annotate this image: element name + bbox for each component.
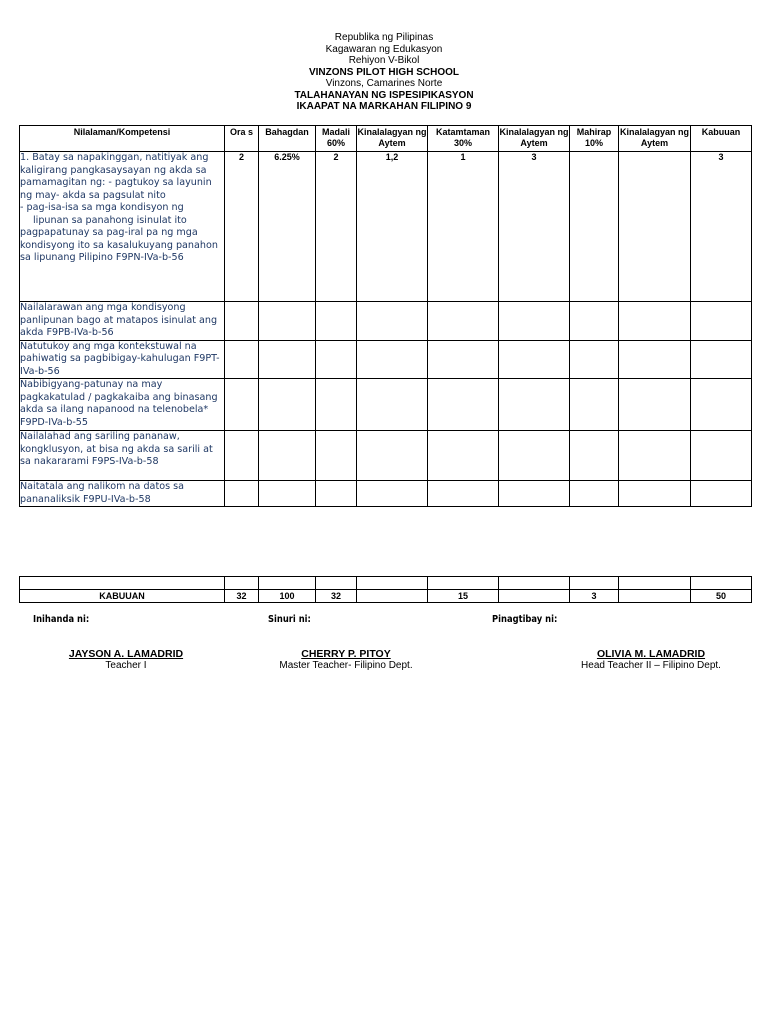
school-name: VINZONS PILOT HIGH SCHOOL — [308, 66, 459, 78]
katamtaman-cell: 1 — [428, 152, 499, 302]
totals-kinalalagyan-3 — [619, 590, 691, 603]
bahagdan-cell: 6.25% — [259, 152, 316, 302]
competency-cell: Nailalarawan ang mga kondisyong panlipunan bago at matapos isinulat ang akda F9PB-IVa-b-56 — [20, 302, 225, 341]
totals-katamtaman: 15 — [428, 590, 499, 603]
kabuuan-cell: 3 — [691, 152, 752, 302]
signatory-role: Head Teacher II – Filipino Dept. — [581, 660, 721, 671]
totals-mahirap: 3 — [570, 590, 619, 603]
totals-kabuuan: 50 — [691, 590, 752, 603]
header-madali: Madali 60% — [316, 126, 357, 152]
signatory-preparer — [16, 648, 236, 672]
signatory-name: CHERRY P. PITOY — [301, 648, 391, 660]
header-mahirap: Mahirap 10% — [570, 126, 619, 152]
totals-madali: 32 — [316, 590, 357, 603]
header-kinalalagyan-1: Kinalalagyan ng Aytem — [357, 126, 428, 152]
competency-text: lipunan sa panahong isinulat ito — [33, 214, 187, 226]
totals-oras: 32 — [225, 590, 259, 603]
oras-cell: 2 — [225, 152, 259, 302]
region-line: Rehiyon V-Bikol — [348, 55, 420, 66]
table-row — [20, 340, 752, 379]
kinalalagyan-3-cell — [619, 152, 691, 302]
document-header — [0, 32, 768, 113]
prepared-by-label: Inihanda ni: — [33, 614, 90, 625]
competency-cell — [20, 152, 225, 302]
signatory-role: Master Teacher- Filipino Dept. — [279, 660, 413, 671]
competency-cell: Naitatala ang nalikom na datos sa pananaliksik F9PU-IVa-b-58 — [20, 481, 225, 507]
table-header-row — [20, 126, 752, 152]
totals-table — [19, 576, 752, 603]
header-katamtaman: Katamtaman 30% — [428, 126, 499, 152]
approved-by-label: Pinagtibay ni: — [492, 614, 558, 625]
table-row — [20, 379, 752, 431]
signatory-role: Teacher I — [105, 660, 147, 671]
blank-row — [20, 577, 752, 590]
totals-kinalalagyan-1 — [357, 590, 428, 603]
header-kinalalagyan-2: Kinalalagyan ng Aytem — [499, 126, 570, 152]
department-line: Kagawaran ng Edukasyon — [325, 43, 443, 55]
table-row — [20, 481, 752, 507]
totals-label: KABUUAN — [20, 590, 225, 603]
document-title: TALAHANAYAN NG ISPESIPIKASYON — [294, 89, 474, 101]
competency-cell: Nabibigyang-patunay na may pagkakatulad / pagkakaiba ang binasang akda sa ilang napanood na telenobela* F9PD-IVa-b-55 — [20, 379, 225, 431]
competency-text: pagpapatunay sa pag-iral pa ng mga kondisyong ito sa kasalukuyang panahon sa lipunang Pilipino F9PN-IVa-b-56 — [20, 227, 218, 263]
signatory-checker — [236, 648, 456, 672]
specification-table — [19, 125, 752, 507]
header-kabuuan: Kabuuan — [691, 126, 752, 152]
totals-bahagdan: 100 — [259, 590, 316, 603]
table-row — [20, 302, 752, 341]
header-oras: Ora s — [225, 126, 259, 152]
table-row — [20, 431, 752, 481]
signatory-approver — [541, 648, 761, 672]
totals-row — [20, 590, 752, 603]
competency-text: 1. Batay sa napakinggan, natitiyak ang kaligirang pangkasaysayan ng akda sa pamamagitan ng: - pagtukoy sa layunin ng may- akda sa pagsulat nito — [20, 152, 212, 201]
competency-text: - pag-isa-isa sa mga kondisyon ng — [20, 202, 184, 213]
madali-cell: 2 — [316, 152, 357, 302]
signatory-name: JAYSON A. LAMADRID — [68, 648, 184, 660]
signatory-name: OLIVIA M. LAMADRID — [596, 648, 706, 660]
kinalalagyan-2-cell: 3 — [499, 152, 570, 302]
table-row — [20, 152, 752, 302]
header-bahagdan: Bahagdan — [259, 126, 316, 152]
competency-cell: Natutukoy ang mga kontekstuwal na pahiwatig sa pagbibigay-kahulugan F9PT-IVa-b-56 — [20, 340, 225, 379]
republic-line: Republika ng Pilipinas — [334, 32, 434, 43]
mahirap-cell — [570, 152, 619, 302]
kinalalagyan-1-cell: 1,2 — [357, 152, 428, 302]
header-nilalaman: Nilalaman/Kompetensi — [20, 126, 225, 152]
school-address: Vinzons, Camarines Norte — [325, 78, 443, 89]
document-subtitle: IKAAPAT NA MARKAHAN FILIPINO 9 — [296, 101, 472, 112]
competency-cell: Nailalahad ang sariling pananaw, kongklusyon, at bisa ng akda sa sarili at sa nakararami F9PS-IVa-b-58 — [20, 431, 225, 481]
totals-kinalalagyan-2 — [499, 590, 570, 603]
checked-by-label: Sinuri ni: — [268, 614, 311, 625]
header-kinalalagyan-3: Kinalalagyan ng Aytem — [619, 126, 691, 152]
